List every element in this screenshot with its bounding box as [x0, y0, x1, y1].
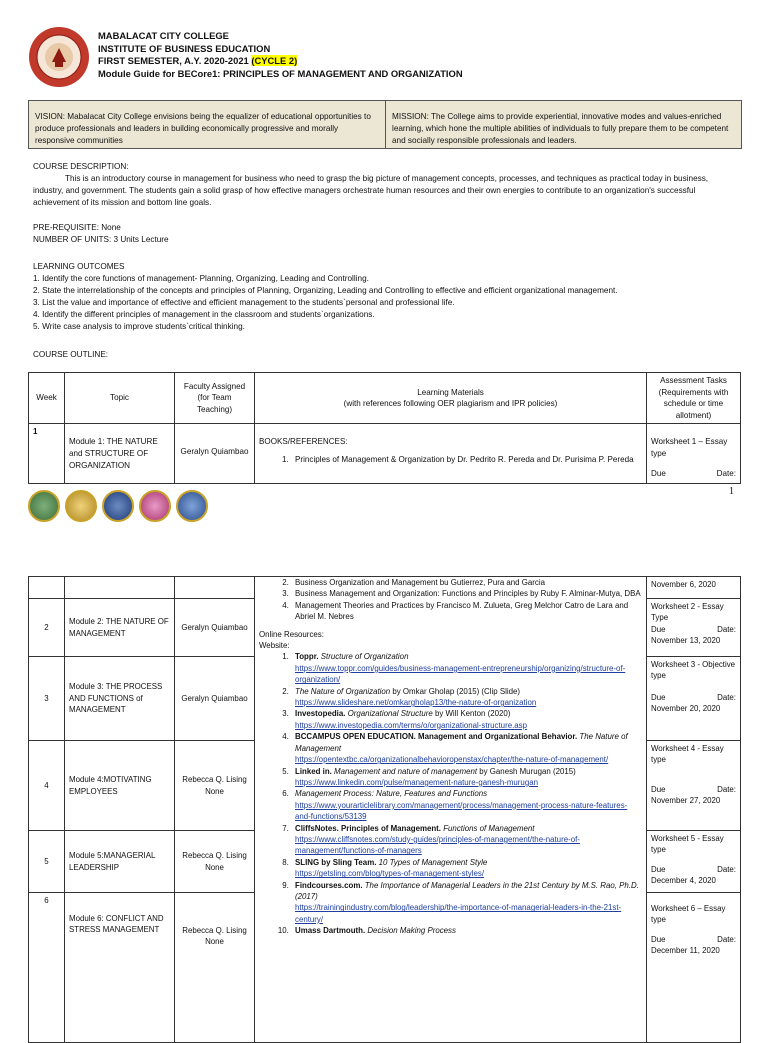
task-text: Worksheet 6 – Essay type — [651, 904, 726, 925]
materials-cell — [255, 577, 647, 1043]
due-label: Due — [651, 692, 666, 702]
week-cell: 6 — [29, 893, 65, 1043]
topic-cell: Module 1: THE NATURE and STRUCTURE OF ORGANIZATION — [65, 424, 175, 484]
vision-mission-box — [28, 100, 742, 149]
week-cell: 5 — [29, 831, 65, 893]
header-week: Week — [29, 373, 65, 424]
date-label: Date: — [717, 784, 736, 794]
resource-link[interactable]: https://getsling.com/blog/types-of-management-styles/ — [295, 869, 485, 879]
outcome-item: 5. Write case analysis to improve students`critical thinking. — [33, 322, 245, 331]
mission-text: MISSION: The College aims to provide experiential, innovative modes and values-enriched learning, which hone the multiple abilities of individuals to fully prepare them to be competent and socially responsible professionals and leaders. — [392, 112, 729, 145]
date-label: Date: — [717, 692, 736, 702]
assessment-cell — [647, 893, 741, 1043]
date-label: Date: — [716, 468, 736, 478]
table-row — [29, 577, 741, 599]
assessment-cell — [647, 831, 741, 893]
resource-item — [291, 788, 642, 822]
due-date: November 27, 2020 — [651, 796, 721, 806]
task-text: Worksheet 4 - Essay type — [651, 744, 724, 765]
table-header-row — [29, 373, 741, 424]
due-line — [651, 468, 736, 480]
logo-2 — [65, 490, 97, 522]
resource-extra: by Omkar Gholap (2015) (Clip Slide) — [392, 686, 521, 696]
assessment-cell: November 6, 2020 — [647, 577, 741, 599]
logo-3 — [102, 490, 134, 522]
topic-cell — [65, 577, 175, 599]
faculty-cell: Geralyn Quiambao — [175, 599, 255, 657]
due-label: Due — [651, 468, 666, 478]
resource-item — [291, 857, 642, 880]
resource-item — [291, 731, 642, 765]
faculty-cell: Rebecca Q. Lising None — [175, 831, 255, 893]
header-faculty: Faculty Assigned (for Team Teaching) — [175, 373, 255, 424]
online-resources-title: Online Resources: — [259, 629, 324, 639]
due-line — [651, 934, 736, 945]
course-outline-table — [28, 372, 741, 484]
assessment-cell — [647, 741, 741, 831]
due-line — [651, 624, 736, 635]
resource-item — [291, 708, 642, 731]
header-assessment: Assessment Tasks (Requirements with schedule or time allotment) — [647, 373, 741, 424]
page-number: 1 — [729, 486, 734, 497]
footer-logos — [28, 490, 208, 522]
resource-list — [259, 651, 642, 936]
resource-source: CliffsNotes. Principles of Management. — [295, 823, 442, 833]
prerequisite: PRE-REQUISITE: None — [33, 223, 121, 232]
date-label: Date: — [717, 864, 736, 874]
resource-source: Umass Dartmouth. — [295, 926, 366, 936]
logo-1 — [28, 490, 60, 522]
resource-source: Toppr. — [295, 652, 319, 662]
topic-cell: Module 3: THE PROCESS AND FUNCTIONS of MANAGEMENT — [65, 657, 175, 741]
task-text: Worksheet 3 - Objective type — [651, 660, 736, 681]
course-outline-title: COURSE OUTLINE: — [33, 350, 109, 359]
resource-extra: by Will Kenton (2020) — [434, 709, 511, 719]
resource-title: The Nature of Organization — [295, 686, 391, 696]
week-cell — [29, 577, 65, 599]
resource-title: Structure of Organization — [320, 652, 409, 662]
list-item: 4. Management Theories and Practices by Francisco M. Zulueta, Greg Melchor Catro de Lara and Abriel M. Nebres — [291, 600, 642, 623]
vision-text: VISION: Mabalacat City College envisions being the equalizer of educational opportunities to produce professionals and leaders in building economically progressive and morally responsive communities — [29, 101, 386, 148]
due-label: Due — [651, 864, 666, 874]
topic-cell: Module 4:MOTIVATING EMPLOYEES — [65, 741, 175, 831]
outcome-item: 1. Identify the core functions of management- Planning, Organizing, Leading and Controlling. — [33, 274, 369, 283]
book-list — [259, 577, 642, 623]
resource-item — [291, 823, 642, 857]
outcome-item: 2. State the interrelationship of the concepts and principles of Planning, Organizing, Leading and Controlling to effective and efficient organizational management. — [33, 286, 618, 295]
resource-item — [291, 766, 642, 789]
course-description-title: COURSE DESCRIPTION: — [33, 162, 129, 171]
college-name: MABALACAT CITY COLLEGE — [98, 30, 229, 41]
resource-item — [291, 925, 642, 936]
book-list — [259, 454, 642, 466]
resource-source: Linked in. — [295, 766, 332, 776]
logo-5 — [176, 490, 208, 522]
resource-link[interactable]: https://www.toppr.com/guides/business-management-entrepreneurship/organizing/structure-of-organization/ — [295, 663, 626, 685]
institute-name: INSTITUTE OF BUSINESS EDUCATION — [98, 42, 271, 54]
header-topic: Topic — [65, 373, 175, 424]
due-line — [651, 864, 736, 875]
task-text: Worksheet 5 - Essay type — [651, 834, 724, 855]
cycle-highlight: (CYCLE 2) — [251, 55, 298, 66]
week-cell: 1 — [29, 424, 65, 484]
resource-link[interactable]: https://www.yourarticlelibrary.com/management/process/management-process-nature-features-and-functions/53139 — [295, 800, 628, 822]
books-title: BOOKS/REFERENCES: — [259, 437, 348, 447]
resource-item — [291, 880, 642, 926]
resource-title: The Importance of Managerial Leaders in the 21st Century by M.S. Rao, Ph.D.(2017) — [295, 880, 639, 901]
learning-outcomes — [33, 261, 739, 333]
week-cell: 4 — [29, 741, 65, 831]
due-line — [651, 784, 736, 795]
faculty-cell: Rebecca Q. Lising None — [175, 893, 255, 1043]
resource-link[interactable]: https://www.cliffsnotes.com/study-guides/principles-of-management/the-nature-of-management/functions-of-managers — [295, 834, 580, 856]
faculty-cell: Geralyn Quiambao — [175, 424, 255, 484]
header-materials-note: (with references following OER plagiarism and IPR policies) — [343, 399, 558, 409]
due-label: Due — [651, 624, 666, 634]
materials-cell — [255, 424, 647, 484]
course-description-text: This is an introductory course in management for business who need to grasp the big picture of management concepts, processes, and techniques as practical today in business, industry, and government. The students gain a solid grasp of how effective managers orchestrate human resources and their own energies to contribute to an organization's successful achievement of its mission and bottom line goals. — [33, 174, 709, 207]
resource-source: BCCAMPUS OPEN EDUCATION. Management and Organizational Behavior. — [295, 732, 578, 742]
logo-4 — [139, 490, 171, 522]
due-label: Due — [651, 784, 666, 794]
due-line — [651, 692, 736, 703]
resource-title: Organizational Structure — [347, 709, 433, 719]
resource-extra: by Ganesh Murugan (2015) — [479, 766, 576, 776]
resource-link[interactable]: https://www.investopedia.com/terms/o/organizational-structure.asp — [295, 720, 528, 730]
assessment-cell — [647, 599, 741, 657]
resource-link[interactable]: https://trainingindustry.com/blog/leadership/the-importance-of-managerial-leaders-in-the-21st-century/ — [295, 903, 622, 924]
outcome-item: 4. Identify the different principles of management in the classroom and students`organizations. — [33, 310, 375, 319]
task-text: Worksheet 2 - Essay Type — [651, 602, 724, 623]
assessment-cell — [647, 424, 741, 484]
list-item: 2. Business Organization and Management bu Gutierrez, Pura and Garcia — [291, 577, 642, 588]
resource-link[interactable]: https://www.linkedin.com/pulse/management-nature-ganesh-murugan — [295, 777, 538, 787]
course-description — [33, 161, 739, 209]
course-outline-table-continued — [28, 576, 741, 1043]
resource-title: The Nature of Management — [295, 732, 628, 753]
outcome-item: 3. List the value and importance of effective and efficient management to the students`personal and professional life. — [33, 298, 455, 307]
resource-title: Decision Making Process — [367, 926, 456, 936]
resource-title: Management and nature of management — [334, 766, 478, 776]
number-of-units: NUMBER OF UNITS: 3 Units Lecture — [33, 235, 169, 244]
topic-cell: Module 6: CONFLICT AND STRESS MANAGEMENT — [65, 893, 175, 1043]
document-header — [98, 30, 463, 80]
website-title: Website: — [259, 641, 290, 651]
resource-source: SLING by Sling Team. — [295, 857, 377, 867]
resource-title: 10 Types of Management Style — [378, 857, 488, 867]
topic-cell: Module 2: THE NATURE OF MANAGEMENT — [65, 599, 175, 657]
resource-item — [291, 651, 642, 685]
header-materials-title: Learning Materials — [417, 387, 484, 397]
module-guide-title: Module Guide for BECore1: PRINCIPLES OF MANAGEMENT AND ORGANIZATION — [98, 67, 463, 79]
resource-link[interactable]: https://opentextbc.ca/organizationalbehavioropenstax/chapter/the-nature-of-management/ — [295, 755, 609, 765]
learning-outcomes-title: LEARNING OUTCOMES — [33, 262, 125, 271]
table-row — [29, 424, 741, 484]
week-cell: 2 — [29, 599, 65, 657]
faculty-cell — [175, 577, 255, 599]
resource-item — [291, 686, 642, 709]
faculty-cell: Geralyn Quiambao — [175, 657, 255, 741]
list-item: 3. Business Management and Organization: Functions and Principles by Ruby F. Alminar-Mutya, DBA — [291, 588, 642, 599]
resource-title: Management Process: Nature, Features and Functions — [295, 789, 488, 799]
faculty-cell: Rebecca Q. Lising None — [175, 741, 255, 831]
college-seal-logo — [28, 26, 90, 88]
week-cell: 3 — [29, 657, 65, 741]
course-info — [33, 222, 739, 246]
semester-text: FIRST SEMESTER, A.Y. 2020-2021 — [98, 55, 249, 66]
due-date: December 4, 2020 — [651, 876, 716, 886]
resource-link[interactable]: https://www.slideshare.net/omkargholap13/the-nature-of-organization — [295, 698, 537, 708]
resource-source: Investopedia. — [295, 709, 346, 719]
task-text: Worksheet 1 – Essay type — [651, 437, 728, 458]
resource-source: Findcourses.com. — [295, 880, 363, 890]
due-label: Due — [651, 934, 666, 944]
due-date: November 13, 2020 — [651, 636, 721, 646]
topic-cell: Module 5:MANAGERIAL LEADERSHIP — [65, 831, 175, 893]
due-date: December 11, 2020 — [651, 946, 720, 956]
list-item: 1. Principles of Management & Organization by Dr. Pedrito R. Pereda and Dr. Purisima P. Pereda — [291, 454, 642, 466]
date-label: Date: — [717, 934, 736, 944]
assessment-cell — [647, 657, 741, 741]
resource-title: Functions of Management — [443, 823, 535, 833]
semester-line — [98, 55, 463, 68]
header-materials — [255, 373, 647, 424]
date-label: Date: — [717, 624, 736, 634]
due-date: November 20, 2020 — [651, 704, 721, 714]
